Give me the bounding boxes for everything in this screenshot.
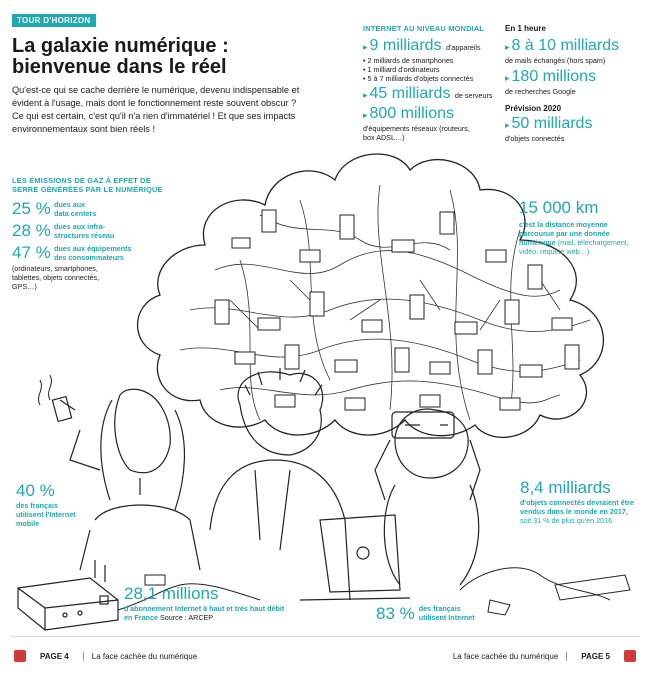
devices-label: d'appareils <box>446 43 481 52</box>
network-figure: 800 millions <box>369 105 455 122</box>
arrow-icon: ▸ <box>505 42 510 52</box>
forecast-heading: Prévision 2020 <box>505 104 562 113</box>
logo-icon <box>624 650 636 662</box>
users-label: des français utilisent Internet <box>418 604 475 622</box>
page-number-left: PAGE 4 <box>40 651 69 661</box>
emissions-heading-2: SERRE GÉNÉRÉES PAR LE NUMÉRIQUE <box>12 185 163 194</box>
network-label: d'équipements réseaux (routeurs, box ADSL…) <box>363 124 470 142</box>
arrow-icon: ▸ <box>505 120 510 130</box>
mobile-block <box>16 481 76 528</box>
footer-left <box>14 650 197 662</box>
search-label: de recherches Google <box>505 87 576 96</box>
emission-item: 47 % dues aux équipements des consommateurs <box>12 243 132 262</box>
footer-right <box>453 650 636 662</box>
title-line-2: bienvenue dans le réel <box>12 56 227 78</box>
broadband-label: d'abonnement Internet à haut et très haut débit en France Source : ARCEP <box>124 604 285 622</box>
intro-paragraph: Qu'est-ce qui se cache derrière le numérique, devenu indispensable et évident à l'usage, mais dont le fonctionnement reste souvent obscur ? Ce qui est certain, c'est qu'il n'a rien d'immatériel ! Et que ses impacts environnementaux sont bien réels ! <box>12 85 300 134</box>
mails-label: de mails échangés (hors spam) <box>505 56 606 65</box>
section-tag: TOUR D'HORIZON <box>12 14 96 27</box>
mobile-figure: 40 % <box>16 481 55 500</box>
world-heading: INTERNET AU NIVEAU MONDIAL <box>363 24 485 33</box>
distance-block <box>519 198 637 256</box>
servers-label: de serveurs <box>454 91 493 100</box>
broadband-block <box>124 584 294 622</box>
world-stats <box>363 24 503 142</box>
objects-label: d'objets connectés <box>505 134 565 143</box>
title-line-1: La galaxie numérique : <box>12 35 229 57</box>
mails-figure: 8 à 10 milliards <box>511 37 620 54</box>
objects-sold-block <box>520 478 638 525</box>
arrow-icon: ▸ <box>363 42 368 52</box>
page-number-right: PAGE 5 <box>581 651 610 661</box>
mobile-label: des français utilisent l'Internet mobile <box>16 501 76 528</box>
hour-stats <box>505 24 645 143</box>
emissions-block <box>12 176 172 291</box>
distance-label: c'est la distance moyenne parcourue par une donnée numérique (mail, téléchargement, vidéo, requête web…) <box>519 220 629 256</box>
page-title <box>12 36 242 78</box>
objects-sold-figure: 8,4 milliards <box>520 478 611 497</box>
arrow-icon: ▸ <box>505 73 510 83</box>
device-item: • 5 à 7 milliards d'objets connectés <box>363 74 474 83</box>
arrow-icon: ▸ <box>363 90 368 100</box>
emission-item: 25 % dues aux data centers <box>12 199 97 218</box>
users-figure: 83 % <box>376 604 415 623</box>
logo-icon <box>14 650 26 662</box>
footer-title-left: La face cachée du numérique <box>83 652 197 661</box>
emission-item: 28 % dues aux infra- structures réseau <box>12 221 115 240</box>
device-item: • 2 milliards de smartphones <box>363 56 454 65</box>
hour-heading: En 1 heure <box>505 24 546 33</box>
search-figure: 180 millions <box>511 68 597 85</box>
users-block <box>376 604 496 624</box>
device-item: • 1 milliard d'ordinateurs <box>363 65 440 74</box>
footer-title-right: La face cachée du numérique <box>453 652 567 661</box>
emissions-note: (ordinateurs, smartphones, tablettes, objets connectés, GPS…) <box>12 264 100 291</box>
emissions-heading-1: LES ÉMISSIONS DE GAZ À EFFET DE <box>12 176 151 185</box>
footer-divider <box>10 636 640 637</box>
broadband-figure: 28,1 millions <box>124 584 219 603</box>
devices-figure: 9 milliards <box>369 37 442 54</box>
arrow-icon: ▸ <box>363 110 368 120</box>
servers-figure: 45 milliards <box>369 85 451 102</box>
objects-figure: 50 milliards <box>511 115 593 132</box>
objects-sold-label: d'objets connectés devraient être vendus dans le monde en 2017, soit 31 % de plus qu'en 2016 <box>520 498 634 525</box>
distance-figure: 15 000 km <box>519 198 599 217</box>
